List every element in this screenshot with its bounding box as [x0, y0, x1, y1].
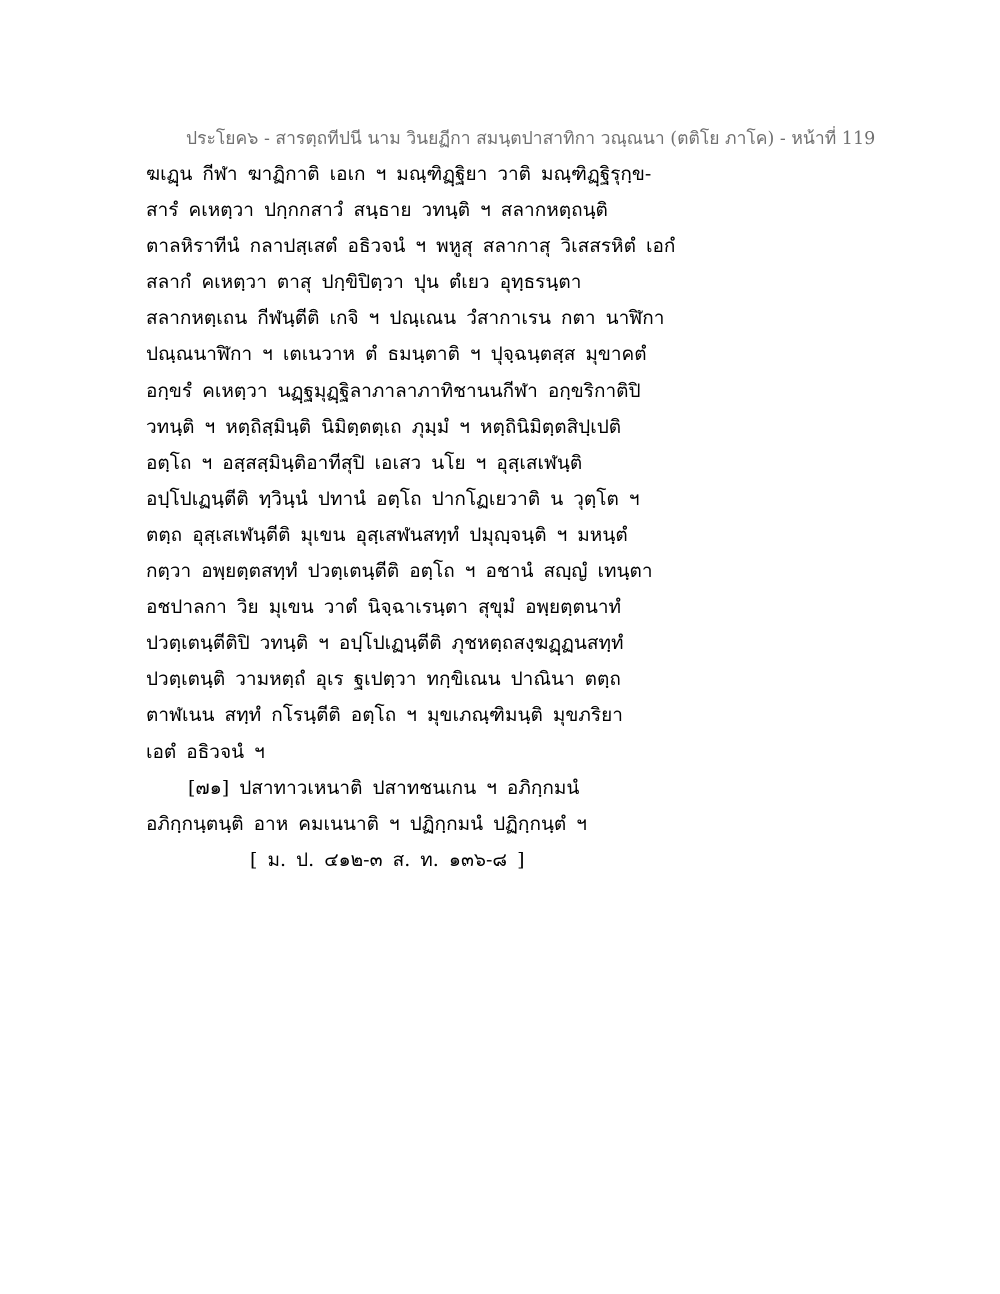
- text-line: ปวตฺเตนฺตีติปิ วทนฺติ ฯ อปฺโปเฏนฺตีติ ภุชหตฺถสงฺฆฏฺฏนสทฺทํ: [146, 632, 624, 655]
- text-line: สลากหตฺเถน กีฬนฺตีติ เกจิ ฯ ปณฺเณน วํสากาเรน กตา นาฬิกา: [146, 307, 665, 330]
- text-line: วทนฺติ ฯ หตฺถิสฺมินฺติ นิมิตฺตตฺเถ ภุมฺมํ ฯ หตฺถินิมิตฺตสิปฺเปติ: [146, 415, 622, 438]
- text-line: สารํ คเหตฺวา ปกฺกกสาวํ สนฺธาย วทนฺติ ฯ สลากหตฺถนฺติ: [146, 199, 608, 222]
- text-line: อภิกฺกนฺตนฺติ อาห คมเนนาติ ฯ ปฏิกฺกมนํ ปฏิกฺกนฺตํ ฯ: [146, 812, 587, 835]
- text-line: ตตฺถ อุสฺเสเฬนฺตีติ มุเขน อุสฺเสฬนสทฺทํ ปมุญฺจนฺติ ฯ มหนฺตํ: [146, 523, 628, 546]
- text-line: อปฺโปเฏนฺตีติ ทฺวินฺนํ ปทานํ อตฺโถ ปากโฏเยวาติ น วุตฺโต ฯ: [146, 487, 640, 510]
- text-line: อชปาลกา วิย มุเขน วาตํ นิจฺฉาเรนฺตา สุขุมํ อพฺยตฺตนาทํ: [146, 596, 622, 619]
- text-line: ตาลหิราทีนํ กลาปสฺเสตํ อธิวจนํ ฯ พหูสุ สลากาสุ วิเสสรหิตํ เอกํ: [146, 235, 676, 258]
- text-line: กตฺวา อพฺยตฺตสทฺทํ ปวตฺเตนฺตีติ อตฺโถ ฯ อชานํ สญฺญํ เทนฺตา: [146, 560, 653, 583]
- text-line: สลากํ คเหตฺวา ตาสุ ปกฺขิปิตฺวา ปุน ตํเยว อุทฺธรนฺตา: [146, 271, 582, 294]
- text-line: อกฺขรํ คเหตฺวา นฏฺฐมุฏฺฐิลาภาลาภาทิชานนกีฬา อกฺขริกาติปิ: [146, 379, 641, 402]
- text-line: ปณฺณนาฬิกา ฯ เตเนวาห ตํ ธมนฺตาติ ฯ ปุจฺฉนฺตสฺส มุขาคตํ: [146, 343, 647, 366]
- text-line: ตาฬเนน สทฺทํ กโรนฺตีติ อตฺโถ ฯ มุขเภณฺฑิมนฺติ มุขภริยา: [146, 704, 623, 727]
- text-line: เอตํ อธิวจนํ ฯ: [146, 740, 265, 763]
- text-line: อตฺโถ ฯ อสฺสสฺมินฺติอาทีสุปิ เอเสว นโย ฯ อุสฺเสเฬนฺติ: [146, 451, 583, 474]
- cross-reference: [ ม. ป. ๔๑๒-๓ ส. ท. ๑๓๖-๘ ]: [250, 848, 525, 871]
- paragraph-71-start: [๗๑] ปสาทาวเหนาติ ปสาทชนเกน ฯ อภิกฺกมนํ: [188, 776, 580, 799]
- body-text: [146, 156, 686, 878]
- text-line: ฆเฏฺน กีฬา ฆาฏิกาติ เอเก ฯ มณฺฑิฏฺฐิยา วาติ มณฺฑิฏฺฐิรุกฺข-: [146, 163, 652, 185]
- text-line: ปวตฺเตนฺติ วามหตฺถํ อุเร ฐเปตฺวา ทกฺขิเณน ปาณินา ตตฺถ: [146, 668, 621, 691]
- page-header: ประโยค๖ - สารตฺถทีปนี นาม วินยฏีกา สมนฺตปาสาทิกา วณฺณนา (ตติโย ภาโค) - หน้าที่ 119: [186, 129, 876, 149]
